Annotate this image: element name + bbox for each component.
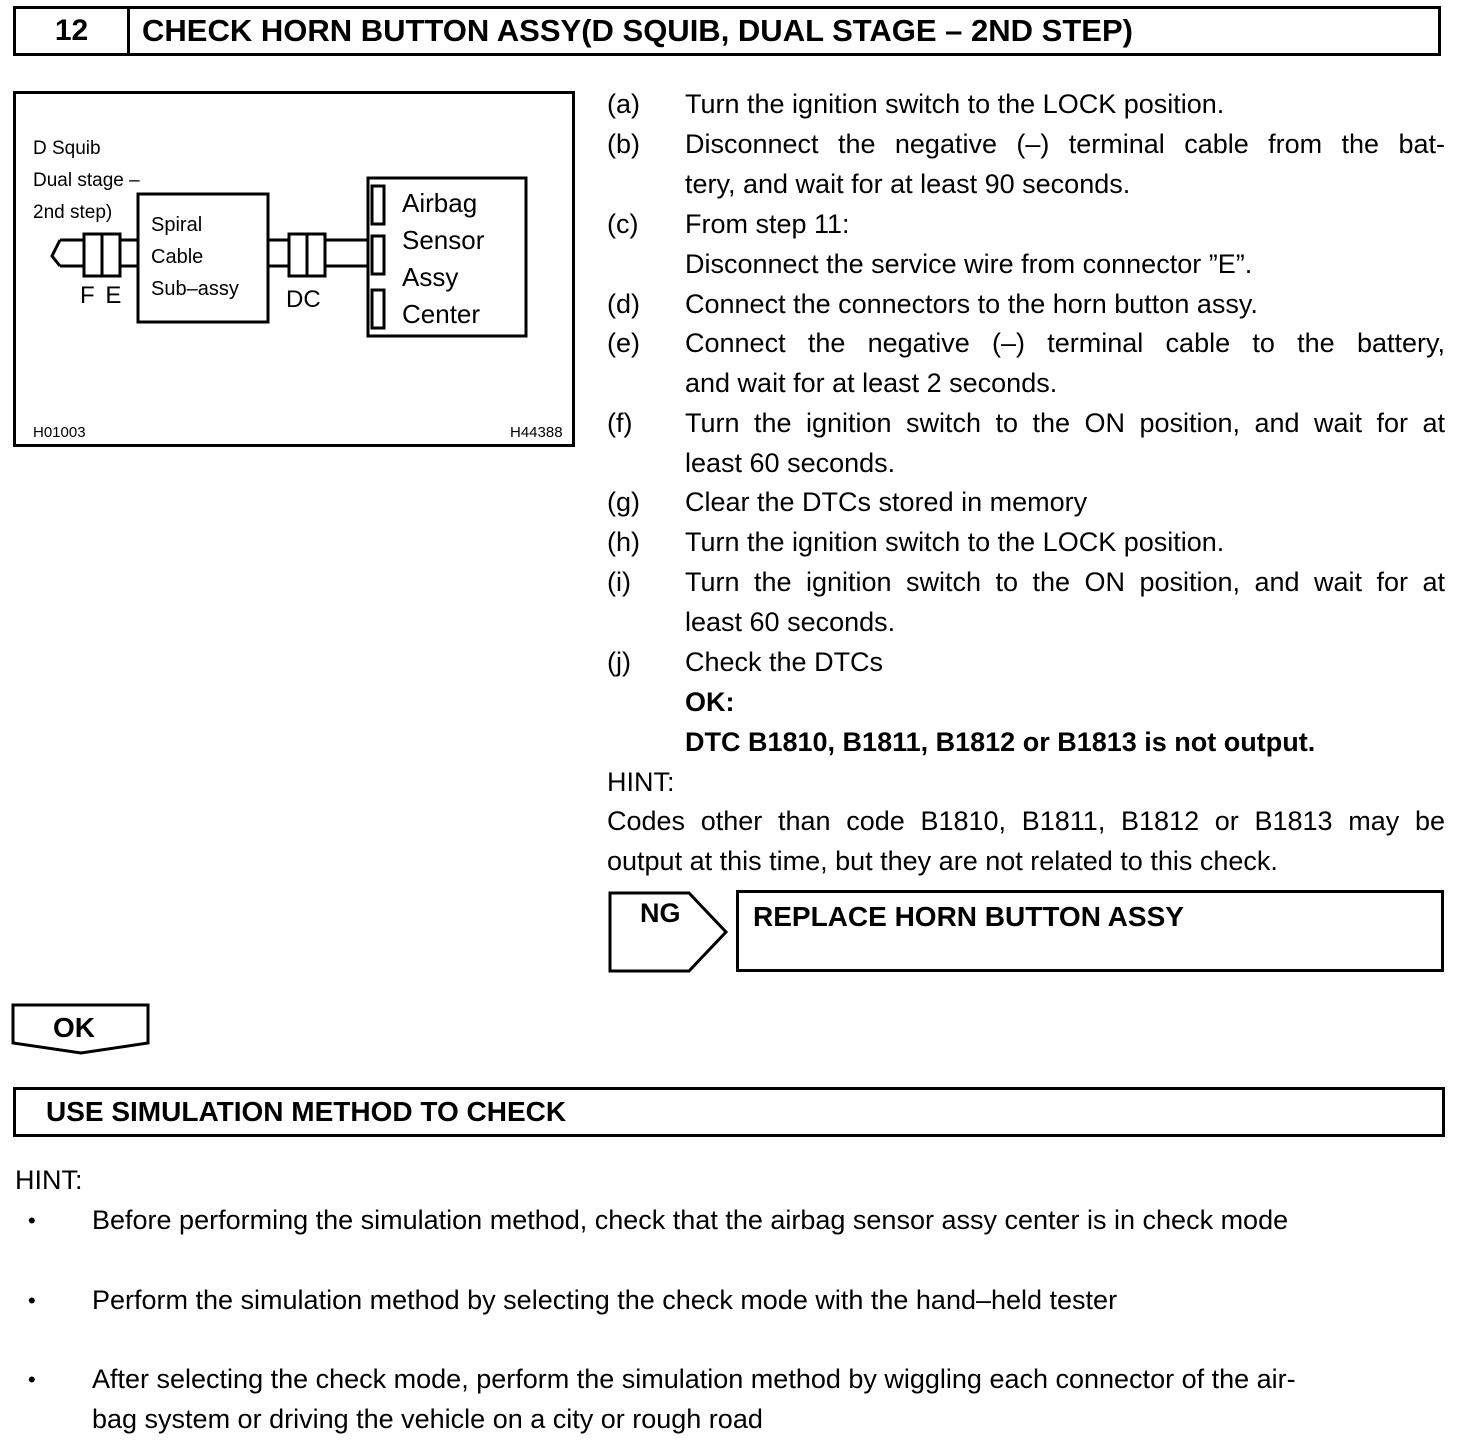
figure-code-right: H44388 (510, 424, 563, 441)
spiral-label-2: Cable (151, 246, 204, 268)
simulation-item-1: Before performing the simulation method, check that the airbag sensor assy center is in check mode (92, 1205, 1289, 1235)
step-h-text: Turn the ignition switch to the LOCK position. (685, 527, 1225, 557)
step-d-label: (d) (607, 289, 640, 319)
step-header (13, 6, 1441, 56)
step-j-text: Check the DTCs (685, 647, 884, 677)
simulation-item-3-line-2: bag system or driving the vehicle on a city or rough road (92, 1404, 763, 1434)
airbag-label-3: Assy (402, 262, 459, 292)
bullet-2: • (28, 1288, 36, 1313)
simulation-item-2: Perform the simulation method by selecting the check mode with the hand–held tester (92, 1285, 1118, 1315)
step-f-text-1: Turn the ignition switch to the ON position, and wait for at (685, 408, 1445, 438)
step-b-text-2: tery, and wait for at least 90 seconds. (685, 169, 1131, 199)
bullet-3: • (28, 1367, 36, 1392)
wiring-diagram (13, 91, 575, 447)
airbag-label-1: Airbag (402, 188, 478, 218)
ng-action-text: REPLACE HORN BUTTON ASSY (753, 901, 1184, 932)
step-j-label: (j) (607, 647, 631, 677)
connector-fe-label: F E (80, 282, 124, 309)
step-b-text-1: Disconnect the negative (–) terminal cable from the bat- (685, 129, 1445, 159)
simulation-item-3-line-1: After selecting the check mode, perform the simulation method by wiggling each connector of the air- (92, 1364, 1296, 1394)
step-i-label: (i) (607, 567, 631, 597)
bullet-1: • (28, 1208, 36, 1233)
squib-label-3: 2nd step) (33, 202, 113, 223)
step-h-label: (h) (607, 527, 640, 557)
ng-action-box (736, 890, 1444, 972)
connector-dc-label: DC (286, 286, 321, 313)
squib-label-1: D Squib (33, 138, 101, 159)
step-g-text: Clear the DTCs stored in memory (685, 487, 1088, 517)
figure-code-left: H01003 (33, 424, 86, 441)
step-title: CHECK HORN BUTTON ASSY(D SQUIB, DUAL STAGE – 2ND STEP) (142, 13, 1133, 48)
step-a-text: Turn the ignition switch to the LOCK position. (685, 89, 1225, 119)
simulation-header (13, 1087, 1445, 1137)
step-f-label: (f) (607, 408, 633, 438)
step-number: 12 (16, 9, 130, 53)
step-f-text-2: least 60 seconds. (685, 448, 896, 478)
ng-label: NG (640, 898, 681, 928)
airbag-label-2: Sensor (402, 225, 485, 255)
simulation-title: USE SIMULATION METHOD TO CHECK (46, 1096, 567, 1127)
ok-condition-label: OK: (685, 687, 735, 717)
step-g-label: (g) (607, 487, 640, 517)
squib-label-2: Dual stage – (33, 170, 140, 191)
hint-label: HINT: (607, 767, 675, 797)
hint-text-1: Codes other than code B1810, B1811, B1812 or B1813 may be (607, 806, 1445, 836)
step-a-label: (a) (607, 89, 640, 119)
spiral-label-3: Sub–assy (151, 278, 239, 300)
step-c-text-2: Disconnect the service wire from connector ”E”. (685, 249, 1253, 279)
step-i-text-2: least 60 seconds. (685, 607, 896, 637)
step-c-text-1: From step 11: (685, 209, 850, 239)
step-e-text-2: and wait for at least 2 seconds. (685, 368, 1058, 398)
hint-text-2: output at this time, but they are not related to this check. (607, 846, 1278, 876)
step-b-label: (b) (607, 129, 640, 159)
step-e-label: (e) (607, 328, 640, 358)
simulation-hint-label: HINT: (15, 1165, 83, 1195)
squib-terminal-mark (52, 240, 60, 266)
spiral-label-1: Spiral (151, 214, 203, 236)
ok-tab-label: OK (53, 1012, 95, 1043)
step-i-text-1: Turn the ignition switch to the ON position, and wait for at (685, 567, 1445, 597)
ok-condition-result: DTC B1810, B1811, B1812 or B1813 is not output. (685, 727, 1316, 757)
step-c-label: (c) (607, 209, 639, 239)
airbag-label-4: Center (402, 299, 481, 329)
step-d-text: Connect the connectors to the horn button assy. (685, 289, 1258, 319)
step-e-text-1: Connect the negative (–) terminal cable to the battery, (685, 328, 1445, 358)
